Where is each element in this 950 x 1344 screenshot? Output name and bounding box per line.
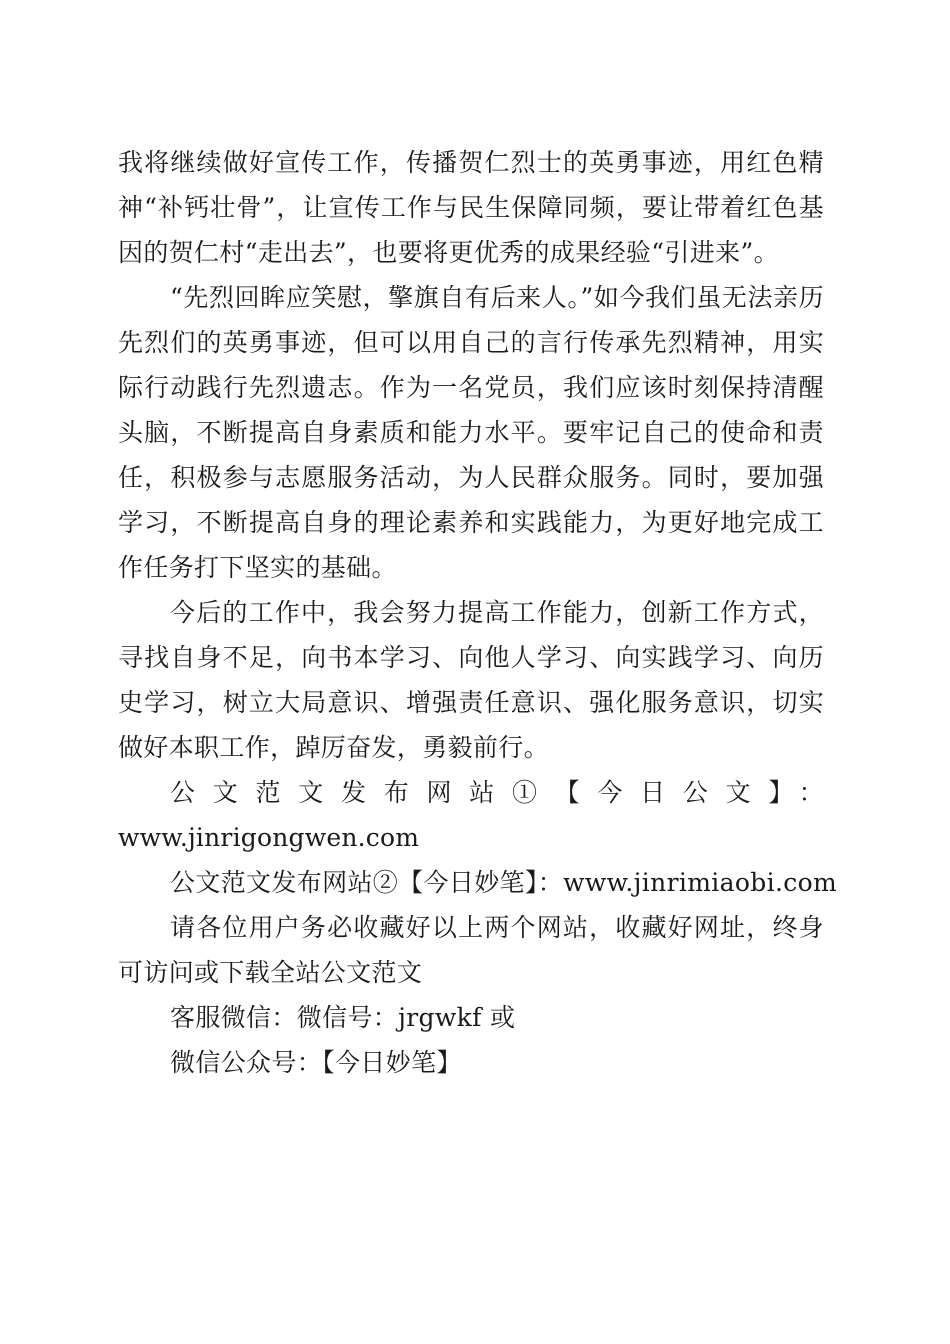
service-wechat: 客服微信：微信号：jrgwkf 或: [170, 1003, 516, 1032]
document-body: [118, 140, 838, 1085]
site2-line: 公文范文发布网站②【今日妙笔】：www.jinrimiaobi.com: [170, 868, 838, 897]
site1-label: 公文范文发布网站①【今日公文】：: [170, 778, 824, 807]
official-account: 微信公众号：【今日妙笔】: [170, 1048, 462, 1077]
paragraph-propaganda-work: 我将继续做好宣传工作，传播贺仁烈士的英勇事迹，用红色精神“补钙壮骨”，让宣传工作与民生保障同频，要让带着红色基因的贺仁村“走出去”，也要将更优秀的成果经验“引进来”。: [118, 148, 824, 267]
paragraph-martyr-spirit: “先烈回眸应笑慰，擎旗自有后来人。”如今我们虽无法亲历先烈们的英勇事迹，但可以用自己的言行传承先烈精神，用实际行动践行先烈遗志。作为一名党员，我们应该时刻保持清醒头脑，不断提高自身素质和能力水平。要牢记自己的使命和责任，积极参与志愿服务活动，为人民群众服务。同时，要加强学习，不断提高自身的理论素养和实践能力，为更好地完成工作任务打下坚实的基础。: [118, 283, 824, 582]
paragraph-future-work: 今后的工作中，我会努力提高工作能力，创新工作方式，寻找自身不足，向书本学习、向他人学习、向实践学习、向历史学习，树立大局意识、增强责任意识、强化服务意识，切实做好本职工作，踔厉奋发，勇毅前行。: [118, 598, 824, 762]
site1-url[interactable]: www.jinrigongwen.com: [118, 823, 420, 852]
bookmark-notice: 请各位用户务必收藏好以上两个网站，收藏好网址，终身可访问或下载全站公文范文: [118, 913, 824, 987]
